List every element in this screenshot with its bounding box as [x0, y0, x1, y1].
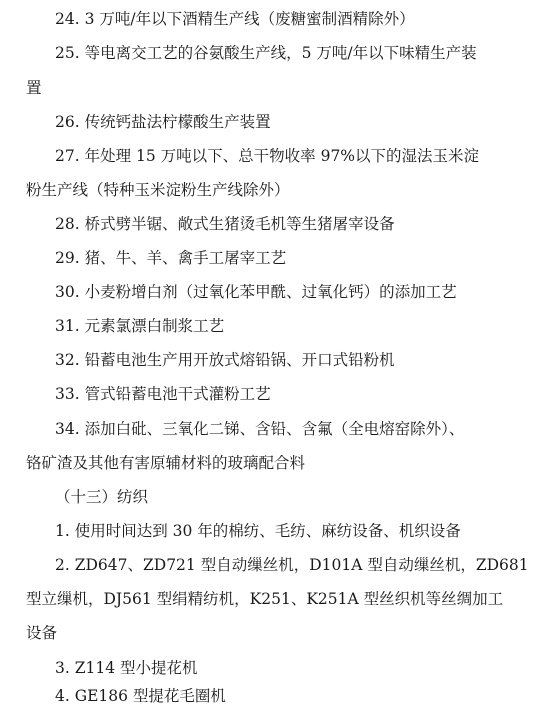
- list-item-continuation: 粉生产线（特种玉米淀粉生产线除外）: [26, 181, 290, 199]
- list-item: 30. 小麦粉增白剂（过氧化苯甲酰、过氧化钙）的添加工艺: [55, 283, 457, 301]
- list-item: 2. ZD647、ZD721 型自动缫丝机，D101A 型自动缫丝机，ZD681: [55, 556, 529, 574]
- list-item: 26. 传统钙盐法柠檬酸生产装置: [55, 113, 271, 131]
- list-item: 34. 添加白砒、三氧化二锑、含铅、含氟（全电熔窑除外）、: [55, 420, 465, 438]
- list-item: 27. 年处理 15 万吨以下、总干物收率 97%以下的湿法玉米淀: [55, 147, 480, 165]
- list-item: 25. 等电离交工艺的谷氨酸生产线，5 万吨/年以下味精生产装: [55, 44, 477, 62]
- list-item: 33. 管式铅蓄电池干式灌粉工艺: [55, 385, 271, 403]
- list-item: 28. 桥式劈半锯、敞式生猪烫毛机等生猪屠宰设备: [55, 215, 395, 233]
- list-item: 1. 使用时间达到 30 年的棉纺、毛纺、麻纺设备、机织设备: [55, 522, 461, 540]
- list-item: 29. 猪、牛、羊、禽手工屠宰工艺: [55, 249, 287, 267]
- list-item-continuation: 设备: [26, 624, 58, 642]
- list-item: 4. GE186 型提花毛圈机: [55, 687, 226, 705]
- list-item-continuation: 型立缫机，DJ561 型绢精纺机，K251、K251A 型丝织机等丝绸加工: [26, 590, 504, 608]
- list-item: （十三）纺织: [55, 488, 149, 506]
- list-item: 31. 元素氯漂白制浆工艺: [55, 317, 225, 335]
- list-item-continuation: 置: [26, 79, 42, 97]
- list-item: 3. Z114 型小提花机: [55, 659, 198, 677]
- list-item-continuation: 铬矿渣及其他有害原辅材料的玻璃配合料: [26, 454, 306, 472]
- list-item: 24. 3 万吨/年以下酒精生产线（废糖蜜制酒精除外）: [55, 10, 415, 28]
- list-item: 32. 铅蓄电池生产用开放式熔铅锅、开口式铅粉机: [55, 351, 395, 369]
